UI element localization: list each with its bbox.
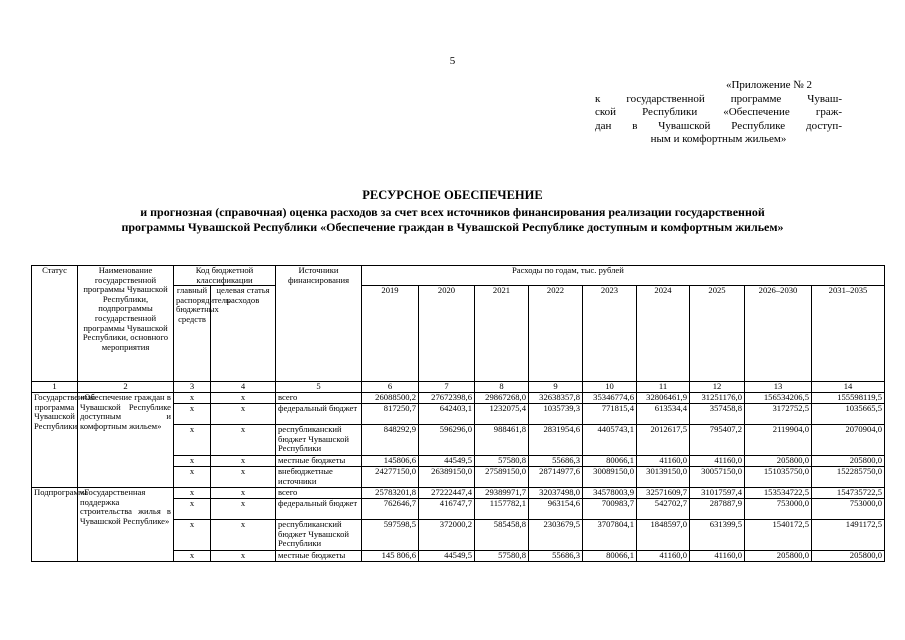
value-cell: 848292,9: [362, 425, 419, 456]
header-budget-code: Код бюджетной классификации: [174, 266, 276, 286]
header-target-item: целевая статья расходов: [211, 286, 276, 382]
value-cell: 26389150,0: [419, 467, 475, 488]
column-number: 5: [276, 382, 362, 393]
value-cell: 29867268,0: [475, 393, 529, 404]
value-cell: 156534206,5: [745, 393, 812, 404]
manager-cell: х: [174, 393, 211, 404]
manager-cell: х: [174, 425, 211, 456]
value-cell: 205800,0: [812, 551, 885, 562]
column-number: 7: [419, 382, 475, 393]
manager-cell: х: [174, 467, 211, 488]
value-cell: 205800,0: [812, 456, 885, 467]
target-cell: х: [211, 520, 276, 551]
header-year: 2025: [690, 286, 745, 382]
value-cell: 762646,7: [362, 499, 419, 520]
value-cell: 753000,0: [812, 499, 885, 520]
manager-cell: х: [174, 404, 211, 425]
value-cell: 1035739,3: [529, 404, 583, 425]
value-cell: 753000,0: [745, 499, 812, 520]
source-cell: всего: [276, 488, 362, 499]
value-cell: 24277150,0: [362, 467, 419, 488]
header-year: 2031–2035: [812, 286, 885, 382]
column-number: 14: [812, 382, 885, 393]
value-cell: 32571609,7: [637, 488, 690, 499]
page-number: 5: [449, 55, 456, 67]
column-number: 1: [32, 382, 78, 393]
column-number: 8: [475, 382, 529, 393]
value-cell: 1035665,5: [812, 404, 885, 425]
value-cell: 700983,7: [583, 499, 637, 520]
column-number: 12: [690, 382, 745, 393]
value-cell: 27222447,4: [419, 488, 475, 499]
value-cell: 205800,0: [745, 551, 812, 562]
target-cell: х: [211, 499, 276, 520]
appendix-line: к государственной программе Чуваш-: [595, 92, 842, 105]
column-number: 9: [529, 382, 583, 393]
value-cell: 154735722,5: [812, 488, 885, 499]
value-cell: 44549,5: [419, 456, 475, 467]
value-cell: 80066,1: [583, 456, 637, 467]
value-cell: 153534722,5: [745, 488, 812, 499]
header-year: 2024: [637, 286, 690, 382]
source-cell: республиканский бюджет Чувашской Республики: [276, 425, 362, 456]
status-cell: Подпрограмма: [32, 488, 78, 562]
header-sources: Источники финансирования: [276, 266, 362, 382]
column-number: 2: [78, 382, 174, 393]
value-cell: 30139150,0: [637, 467, 690, 488]
value-cell: 988461,8: [475, 425, 529, 456]
value-cell: 613534,4: [637, 404, 690, 425]
document-title: РЕСУРСНОЕ ОБЕСПЕЧЕНИЕ: [362, 188, 543, 202]
appendix-block: [595, 79, 842, 147]
value-cell: 145806,6: [362, 456, 419, 467]
manager-cell: х: [174, 520, 211, 551]
target-cell: х: [211, 425, 276, 456]
value-cell: 3707804,1: [583, 520, 637, 551]
source-cell: местные бюджеты: [276, 456, 362, 467]
value-cell: 631399,5: [690, 520, 745, 551]
value-cell: 25783201,8: [362, 488, 419, 499]
source-cell: федеральный бюджет: [276, 404, 362, 425]
header-year: 2019: [362, 286, 419, 382]
value-cell: 151035750,0: [745, 467, 812, 488]
value-cell: 1157782,1: [475, 499, 529, 520]
value-cell: 4405743,1: [583, 425, 637, 456]
value-cell: 287887,9: [690, 499, 745, 520]
target-cell: х: [211, 551, 276, 562]
value-cell: 57580,8: [475, 551, 529, 562]
value-cell: 41160,0: [690, 456, 745, 467]
header-year: 2022: [529, 286, 583, 382]
status-cell: Государственная программа Чувашской Республики: [32, 393, 78, 488]
header-year: 2026–2030: [745, 286, 812, 382]
value-cell: 642403,1: [419, 404, 475, 425]
name-cell: «Обеспечение граждан в Чувашской Республике доступным и комфортным жильем»: [78, 393, 174, 488]
value-cell: 155598119,5: [812, 393, 885, 404]
value-cell: 32638357,8: [529, 393, 583, 404]
appendix-title: «Приложение № 2: [725, 79, 812, 91]
header-year: 2023: [583, 286, 637, 382]
appendix-line: ным и комфортным жильем»: [650, 133, 787, 146]
value-cell: 372000,2: [419, 520, 475, 551]
value-cell: 29389971,7: [475, 488, 529, 499]
column-number: 3: [174, 382, 211, 393]
value-cell: 795407,2: [690, 425, 745, 456]
value-cell: 817250,7: [362, 404, 419, 425]
value-cell: 28714977,6: [529, 467, 583, 488]
value-cell: 205800,0: [745, 456, 812, 467]
column-number: 11: [637, 382, 690, 393]
value-cell: 27672398,6: [419, 393, 475, 404]
value-cell: 32806461,9: [637, 393, 690, 404]
source-cell: всего: [276, 393, 362, 404]
value-cell: 2831954,6: [529, 425, 583, 456]
value-cell: 145 806,6: [362, 551, 419, 562]
value-cell: 41160,0: [690, 551, 745, 562]
value-cell: 30057150,0: [690, 467, 745, 488]
target-cell: х: [211, 467, 276, 488]
value-cell: 596296,0: [419, 425, 475, 456]
header-name: Наименование государственной программы Чувашской Республики, подпрограммы государственной программы Чувашской Республики, основного мероприятия: [78, 266, 174, 382]
value-cell: 41160,0: [637, 551, 690, 562]
value-cell: 57580,8: [475, 456, 529, 467]
appendix-line: ской Республики «Обеспечение граж-: [595, 106, 842, 119]
value-cell: 1491172,5: [812, 520, 885, 551]
target-cell: х: [211, 488, 276, 499]
value-cell: 55686,3: [529, 456, 583, 467]
document-subtitle: и прогнозная (справочная) оценка расходов за счет всех источников финансирования реализации государственной программы Чувашской Республики «Обеспечение граждан в Чувашской Республике доступным и комфортным жильем»: [121, 205, 784, 234]
value-cell: 26088500,2: [362, 393, 419, 404]
value-cell: 44549,5: [419, 551, 475, 562]
name-cell: «Государственная поддержка строительства жилья в Чувашской Республике»: [78, 488, 174, 562]
value-cell: 1848597,0: [637, 520, 690, 551]
manager-cell: х: [174, 499, 211, 520]
header-year: 2020: [419, 286, 475, 382]
manager-cell: х: [174, 551, 211, 562]
value-cell: 542702,7: [637, 499, 690, 520]
value-cell: 31017597,4: [690, 488, 745, 499]
header-status: Статус: [32, 266, 78, 382]
value-cell: 416747,7: [419, 499, 475, 520]
value-cell: 55686,3: [529, 551, 583, 562]
value-cell: 1540172,5: [745, 520, 812, 551]
header-expenses: Расходы по годам, тыс. рублей: [362, 266, 885, 286]
manager-cell: х: [174, 456, 211, 467]
table-row: [32, 393, 885, 404]
source-cell: федеральный бюджет: [276, 499, 362, 520]
value-cell: 963154,6: [529, 499, 583, 520]
value-cell: 27589150,0: [475, 467, 529, 488]
value-cell: 34578003,9: [583, 488, 637, 499]
source-cell: местные бюджеты: [276, 551, 362, 562]
table-row: [32, 488, 885, 499]
value-cell: 1232075,4: [475, 404, 529, 425]
value-cell: 152285750,0: [812, 467, 885, 488]
value-cell: 3172752,5: [745, 404, 812, 425]
value-cell: 32037498,0: [529, 488, 583, 499]
source-cell: республиканский бюджет Чувашской Республики: [276, 520, 362, 551]
value-cell: 35346774,6: [583, 393, 637, 404]
value-cell: 2070904,0: [812, 425, 885, 456]
header-main-manager: главный распорядитель бюджетных средств: [174, 286, 211, 382]
value-cell: 2012617,5: [637, 425, 690, 456]
value-cell: 31251176,0: [690, 393, 745, 404]
column-number: 13: [745, 382, 812, 393]
value-cell: 80066,1: [583, 551, 637, 562]
value-cell: 357458,8: [690, 404, 745, 425]
appendix-line: дан в Чувашской Республике доступ-: [595, 119, 842, 132]
value-cell: 30089150,0: [583, 467, 637, 488]
value-cell: 771815,4: [583, 404, 637, 425]
target-cell: х: [211, 393, 276, 404]
column-number: 10: [583, 382, 637, 393]
header-year: 2021: [475, 286, 529, 382]
value-cell: 2119904,0: [745, 425, 812, 456]
target-cell: х: [211, 456, 276, 467]
value-cell: 585458,8: [475, 520, 529, 551]
column-number: 6: [362, 382, 419, 393]
value-cell: 41160,0: [637, 456, 690, 467]
manager-cell: х: [174, 488, 211, 499]
source-cell: внебюджетные источники: [276, 467, 362, 488]
value-cell: 2303679,5: [529, 520, 583, 551]
column-number: 4: [211, 382, 276, 393]
value-cell: 597598,5: [362, 520, 419, 551]
target-cell: х: [211, 404, 276, 425]
resource-table: [31, 265, 885, 562]
